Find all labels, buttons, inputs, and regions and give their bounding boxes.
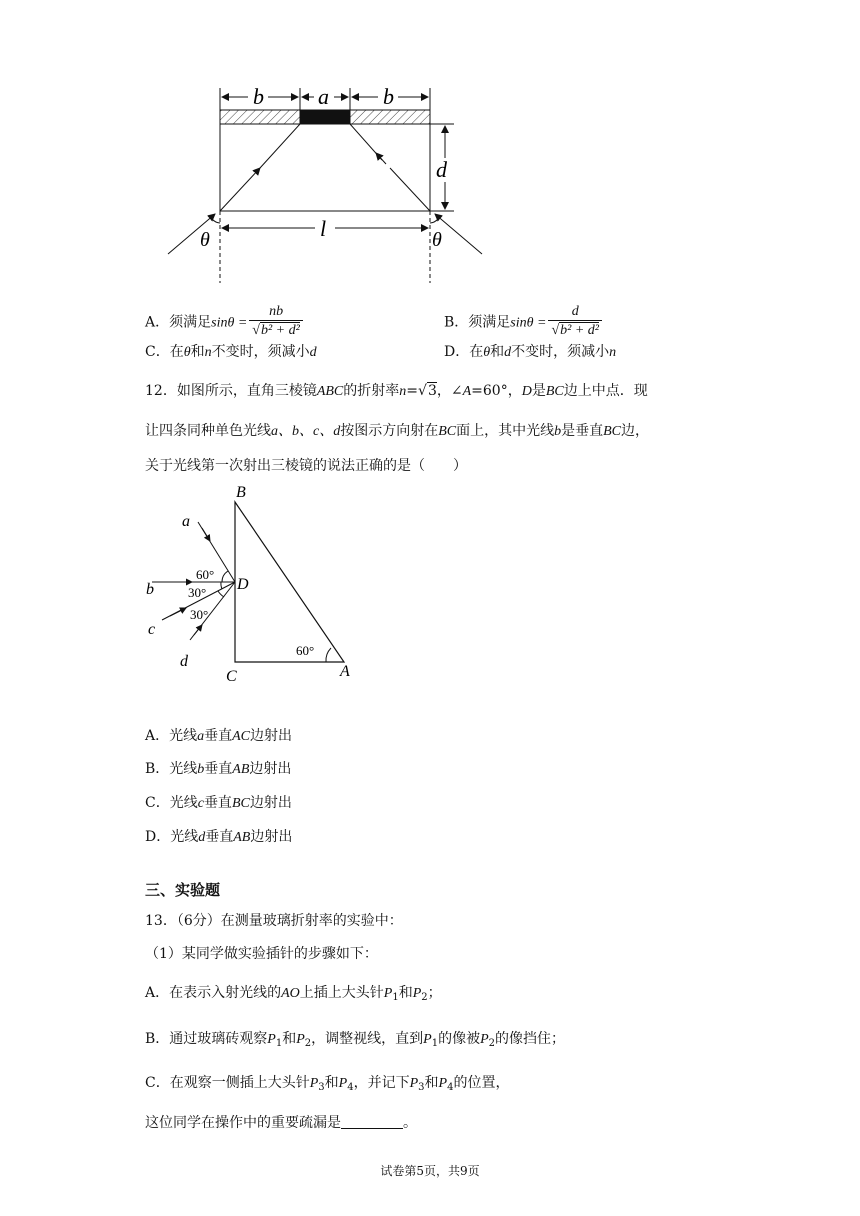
label-a: a <box>318 84 329 109</box>
option-a-denominator: b² + d² <box>260 323 300 338</box>
q13-step-b: B．通过玻璃砖观察$P_1$和$P_2$，调整视线，直到$P_1$的像被$P_2$的像挡住； <box>145 1031 566 1049</box>
q11-option-c: C．在θ和n不变时，须减小d <box>145 344 317 360</box>
figure-light-guide <box>160 78 500 288</box>
angle-30-low: 30° <box>190 607 209 622</box>
answer-blank[interactable] <box>341 1114 403 1129</box>
option-b-prefix: B．须满足 <box>444 314 511 331</box>
prism-triangle <box>235 502 344 662</box>
figure-prism <box>140 480 370 690</box>
vertex-C: C <box>226 668 237 685</box>
q13-step-a: A．在表示入射光线的AO上插上大头针$P_1$和$P_2$； <box>145 985 442 1003</box>
q13-sub1: （1）某同学做实验插针的步骤如下： <box>145 946 378 962</box>
q11-option-a <box>145 304 305 341</box>
top-strip-left <box>220 110 300 124</box>
ray-c-label: c <box>148 621 156 638</box>
point-D: D <box>237 576 249 593</box>
vertex-A: A <box>340 663 350 680</box>
label-b-left: b <box>253 84 264 109</box>
option-b-denominator: b² + d² <box>560 323 599 338</box>
q13-intro: 13．（6分）在测量玻璃折射率的实验中： <box>145 913 403 929</box>
q12-option-d: D．光线d垂直AB边射出 <box>145 829 293 845</box>
label-theta-right: θ <box>432 229 442 251</box>
section-heading-experiment: 三、实验题 <box>145 881 221 899</box>
vertex-B: B <box>236 484 246 501</box>
q12-option-b: B．光线b垂直AB边射出 <box>145 761 292 777</box>
option-b-numerator: d <box>571 304 579 319</box>
ray-a-label: a <box>182 513 190 530</box>
q12-option-c: C．光线c垂直BC边射出 <box>145 795 292 811</box>
q13-step-c: C．在观察一侧插上大头针$P_3$和$P_4$，并记下$P_3$和$P_4$的位置， <box>145 1075 510 1093</box>
option-a-prefix: A．须满足 <box>145 314 212 331</box>
ray-b-label: b <box>146 581 154 598</box>
top-strip-source <box>300 110 350 124</box>
page-footer: 试卷第5页，共9页 <box>380 1164 480 1178</box>
q11-option-d: D．在θ和d不变时，须减小n <box>444 344 617 360</box>
q13-question: 这位同学在操作中的重要疏漏是 。 <box>145 1115 417 1131</box>
ray-d-label: d <box>180 653 188 670</box>
label-l: l <box>320 216 327 241</box>
top-strip-right <box>350 110 430 124</box>
angle-60-top: 60° <box>196 567 215 582</box>
angle-30-mid: 30° <box>188 585 207 600</box>
label-b-right: b <box>383 84 394 109</box>
q12-option-a: A．光线a垂直AC边射出 <box>145 728 293 744</box>
label-theta-left: θ <box>200 229 210 251</box>
option-a-numerator: nb <box>269 304 284 319</box>
option-a-fraction: $\frac{nb}{\text{√b² + d²}}$ <box>249 304 303 341</box>
option-a-lhs: sinθ = <box>211 315 248 331</box>
q12-line-1: 12．如图所示，直角三棱镜ABC的折射率n=√3，∠A=60°，D是BC边上中点．现 <box>145 383 648 399</box>
q11-option-b <box>444 304 604 341</box>
q12-line-3: 关于光线第一次射出三棱镜的说法正确的是（ ） <box>145 458 467 474</box>
option-b-fraction: $\frac{d}{\text{√b² + d²}}$ <box>548 304 602 341</box>
angle-A-label: 60° <box>296 643 315 658</box>
option-b-lhs: sinθ = <box>510 315 547 331</box>
label-d: d <box>436 157 447 182</box>
q12-line-2: 让四条同种单色光线a、b、c、d按图示方向射在BC面上，其中光线b是垂直BC边， <box>145 423 649 439</box>
